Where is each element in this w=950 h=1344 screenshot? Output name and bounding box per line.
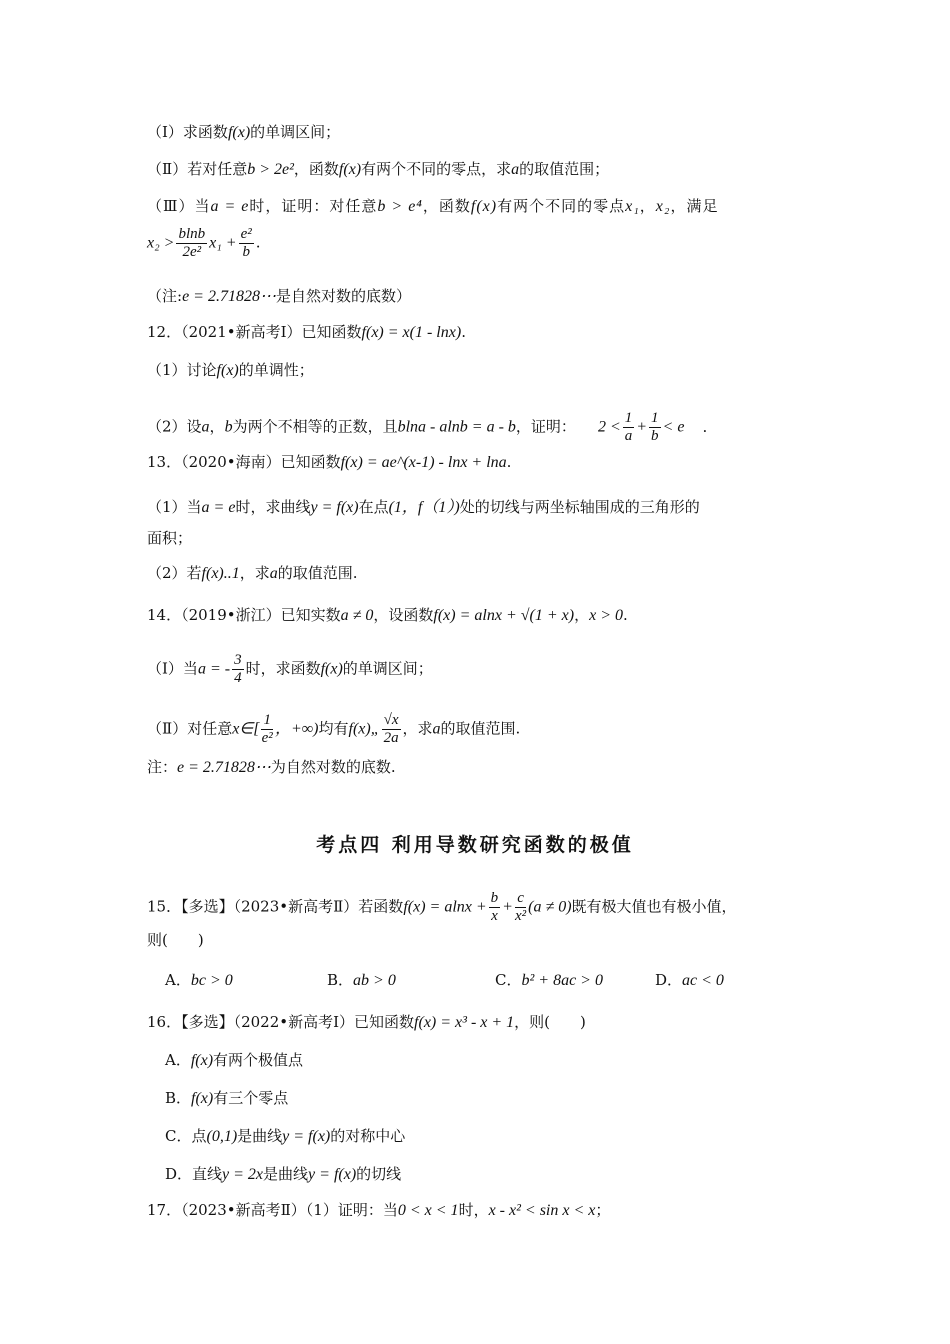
text: 的单调区间； (342, 659, 433, 678)
q11-note (147, 286, 411, 307)
math: + (636, 418, 648, 436)
text: ； (595, 1201, 611, 1219)
math: e = 2.71828⋯ (177, 759, 271, 776)
q11-inequality (147, 226, 261, 261)
text: （1）当 (147, 498, 202, 516)
math: x₂ (655, 198, 671, 215)
text: ， (209, 417, 225, 436)
text: 有两个不同的零点 (497, 197, 626, 215)
math: f(x) (190, 1052, 214, 1069)
text: （Ⅰ）当 (147, 659, 198, 678)
q12-title (147, 322, 466, 343)
text: ，设函数 (373, 606, 434, 624)
fraction (623, 410, 635, 445)
text: ，满足 (670, 197, 719, 215)
math: f(x) = ae^(x-1) - lnx + lna (340, 454, 507, 471)
text: . (461, 323, 466, 341)
text: 时，证明：对任意 (249, 197, 378, 215)
option-label: A． (165, 971, 191, 989)
math: y = f(x) (282, 1128, 331, 1145)
math: f(x) (470, 198, 498, 215)
math: a (201, 418, 210, 436)
text: 有三个零点 (213, 1089, 289, 1107)
math: a = e (210, 198, 250, 215)
fraction (649, 410, 661, 445)
text: ， (639, 197, 656, 215)
denominator: a (624, 428, 633, 444)
math: 0 < x < 1 (397, 1202, 459, 1219)
text: 有两个不同的零点，求 (361, 160, 512, 178)
text: 是曲线 (263, 1165, 309, 1183)
option-label: B． (165, 1089, 192, 1107)
q13-part1 (147, 497, 700, 518)
numerator: 1 (263, 712, 271, 728)
option-a (165, 970, 233, 991)
text: 的单调性； (238, 361, 314, 379)
text: ，证明： (515, 417, 576, 436)
numerator: e² (240, 226, 252, 242)
text: 的取值范围. (440, 719, 521, 738)
math: f(x) (191, 1090, 214, 1107)
text: （Ⅱ）若对任意 (147, 160, 248, 178)
denominator: 2a (383, 730, 399, 746)
numerator: 1 (651, 410, 659, 426)
math: ，+∞) (274, 720, 319, 738)
text: ，函数 (293, 160, 339, 178)
math: f(x) = x³ - x + 1 (414, 1014, 515, 1031)
text: 的对称中心 (330, 1127, 406, 1145)
text: （Ⅱ）对任意 (147, 719, 233, 738)
math: e = 2.71828⋯ (182, 288, 276, 305)
text: 的取值范围. (277, 564, 358, 582)
q13-part1-cont: 面积； (147, 529, 193, 547)
option-d (655, 970, 724, 991)
q11-part2 (147, 159, 609, 180)
text: 均有 (318, 719, 349, 738)
denominator: b (651, 428, 659, 444)
text: 处的切线与两坐标轴围成的三角形的 (459, 498, 700, 516)
text: 的单调区间； (250, 123, 341, 141)
text: 是自然对数的底数） (275, 287, 411, 305)
text: 时，求函数 (245, 659, 321, 678)
denominator: 4 (234, 670, 242, 686)
math: a = - (197, 660, 231, 678)
math: f(x) = alnx + (403, 898, 487, 916)
math: x₁ (625, 198, 640, 215)
text: ， (574, 606, 590, 624)
math: a (432, 720, 441, 738)
math: + (502, 898, 513, 916)
math: blna - alnb = a - b (397, 418, 516, 436)
numerator: 1 (624, 410, 633, 426)
text: . (255, 233, 261, 252)
denominator: 2e² (182, 244, 202, 260)
option-label: D． (655, 971, 683, 989)
fraction (239, 226, 254, 261)
math: f(x) (227, 124, 251, 141)
option-label: D．直线 (165, 1165, 223, 1183)
q14-part1 (147, 652, 433, 687)
math: bc > 0 (190, 972, 233, 989)
math: (0,1) (206, 1128, 238, 1145)
math: x₂ > (147, 234, 175, 252)
text: 时， (458, 1201, 489, 1219)
q13-title (147, 452, 511, 473)
math: b > 2e² (247, 161, 294, 178)
math: 2 < (597, 418, 621, 436)
math: y = f(x) (310, 499, 359, 516)
q16-option-d (165, 1164, 401, 1185)
math: < e (662, 418, 685, 436)
text: （Ⅲ）当 (147, 197, 211, 215)
text: ，求 (239, 564, 270, 582)
fraction (382, 712, 401, 747)
text: 在点 (358, 498, 389, 516)
math: x - x² < sin x < x (488, 1202, 596, 1219)
math: y = f(x) (308, 1166, 357, 1183)
text: 12．（2021•新高考Ⅰ）已知函数 (147, 323, 362, 341)
math: b > e⁴ (377, 198, 423, 215)
text: 的取值范围； (519, 160, 610, 178)
q12-part2 (147, 410, 707, 445)
q11-part3 (147, 196, 718, 217)
denominator: e² (261, 730, 273, 746)
option-label: B． (327, 971, 354, 989)
text: . (506, 453, 512, 471)
math: f(x) = alnx + √(1 + x) (433, 607, 575, 624)
text: （注: (147, 287, 183, 305)
text: 的切线 (356, 1165, 402, 1183)
text: ，求 (402, 719, 433, 738)
fraction (176, 226, 207, 261)
text: ，函数 (422, 197, 471, 215)
text: （Ⅰ）求函数 (147, 123, 228, 141)
q14-note (147, 757, 396, 778)
q17-title (147, 1200, 610, 1221)
option-c (495, 970, 603, 991)
text: 13．（2020•海南）已知函数 (147, 453, 341, 471)
text: （2）若 (147, 564, 202, 582)
text: 为两个不相等的正数，且 (232, 417, 398, 436)
math: f(x) (338, 161, 362, 178)
numerator: √x (383, 712, 399, 728)
math: x₁ + (209, 234, 237, 252)
text: . (623, 606, 628, 624)
fraction (515, 890, 526, 925)
numerator: blnb (178, 226, 206, 242)
text: 时，求曲线 (235, 498, 311, 516)
numerator: 3 (234, 652, 242, 668)
math: a ≠ 0 (340, 607, 374, 624)
q15-cont: 则( ) (147, 931, 204, 949)
q11-part1 (147, 122, 340, 143)
math: y = 2x (222, 1166, 264, 1183)
q16-option-b (165, 1088, 288, 1109)
math: (1，f（1）) (388, 499, 460, 516)
q13-part2 (147, 563, 358, 584)
fraction (489, 890, 501, 925)
text: 有两个极值点 (213, 1051, 304, 1069)
text: （1）讨论 (147, 361, 217, 379)
math: f(x)..1 (201, 565, 240, 582)
math: x∈[ (232, 720, 260, 738)
math: x > 0 (589, 607, 624, 624)
text: 注： (147, 758, 178, 776)
math: (a ≠ 0) (528, 898, 572, 916)
denominator: x (491, 908, 498, 924)
text: 15．【多选】（2023•新高考Ⅱ）若函数 (147, 897, 404, 916)
fraction (261, 712, 273, 747)
text: （2）设 (147, 417, 202, 436)
text: 是曲线 (237, 1127, 283, 1145)
math: a (511, 161, 520, 178)
q16-option-a (165, 1050, 303, 1071)
section-heading: 考点四 利用导数研究函数的极值 (316, 834, 634, 856)
text: 为自然对数的底数. (270, 758, 396, 776)
math: a = e (201, 499, 236, 516)
math: f(x) (320, 660, 343, 678)
q14-title (147, 605, 628, 626)
math: b (224, 418, 233, 436)
q16-option-c (165, 1126, 405, 1147)
q15-title (147, 890, 737, 925)
math: ab > 0 (353, 972, 396, 989)
text: 17．（2023•新高考Ⅱ）（1）证明：当 (147, 1201, 398, 1219)
option-label: C． (495, 971, 522, 989)
numerator: c (517, 890, 524, 906)
q14-part2 (147, 712, 520, 747)
text: ，则( ) (514, 1013, 586, 1031)
text: . (702, 417, 708, 436)
text: 16．【多选】（2022•新高考Ⅰ）已知函数 (147, 1013, 415, 1031)
denominator: x² (514, 908, 527, 924)
math: f(x)„ (348, 720, 380, 738)
fraction (232, 652, 244, 687)
q12-part1 (147, 360, 314, 381)
math: a (269, 565, 278, 582)
text: 14．（2019•浙江）已知实数 (147, 606, 341, 624)
numerator: b (490, 890, 499, 906)
option-label: C．点 (165, 1127, 207, 1145)
math: b² + 8ac > 0 (521, 972, 603, 989)
math: f(x) (216, 362, 239, 379)
option-label: A． (165, 1051, 191, 1069)
math: f(x) = x(1 - lnx) (361, 324, 462, 341)
option-b (327, 970, 396, 991)
text: 既有极大值也有极小值， (571, 897, 737, 916)
denominator: b (242, 244, 250, 260)
q16-title (147, 1012, 586, 1033)
math: ac < 0 (682, 972, 724, 989)
